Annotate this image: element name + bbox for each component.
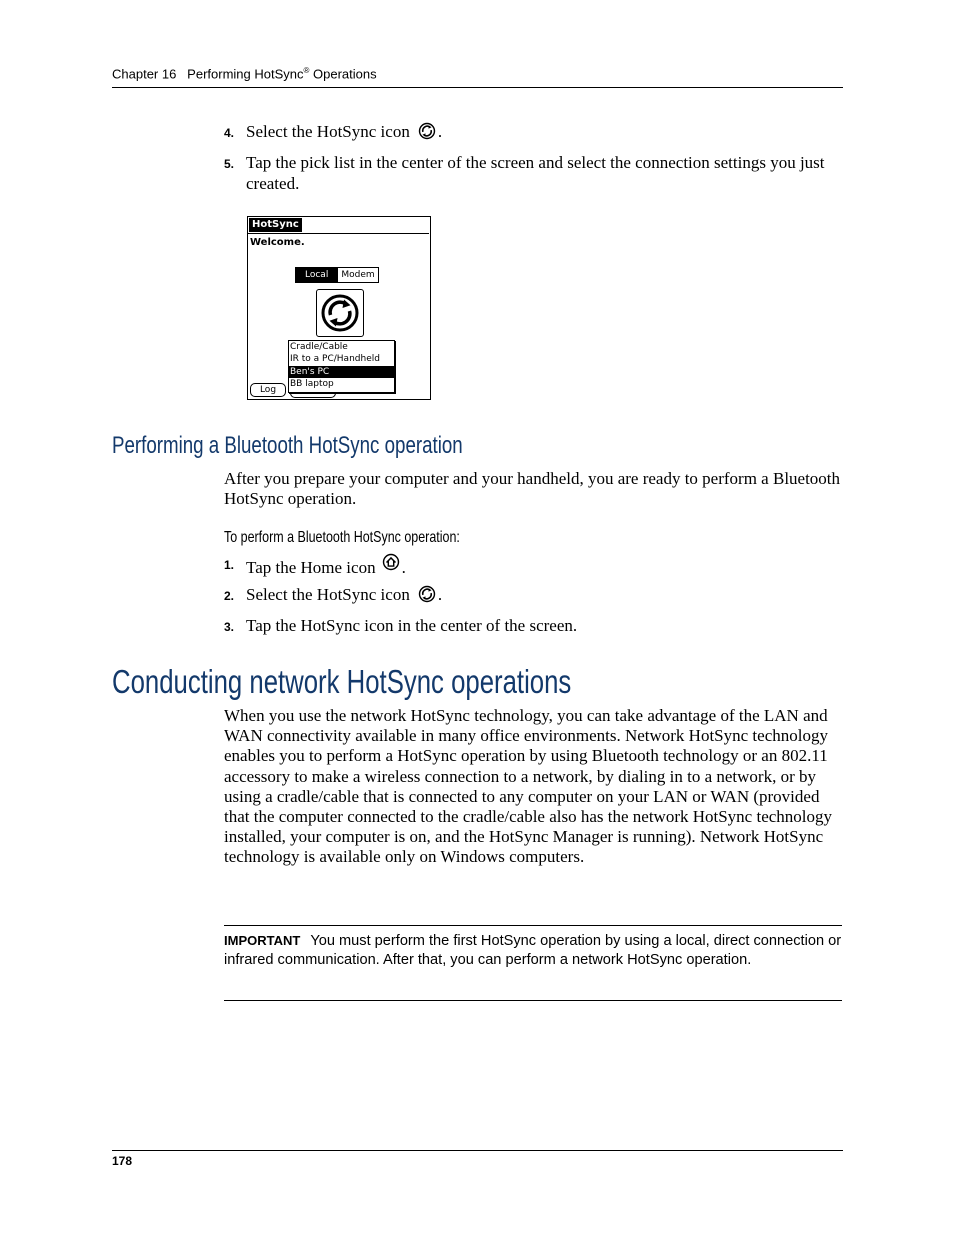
step-number: 1. bbox=[224, 558, 235, 572]
welcome-text: Welcome. bbox=[250, 237, 305, 248]
hidden-button-edge bbox=[290, 393, 336, 398]
important-label: IMPORTANT bbox=[224, 933, 301, 948]
list-item[interactable]: IR to a PC/Handheld bbox=[290, 354, 380, 365]
section-heading: Conducting network HotSync operations bbox=[112, 663, 572, 700]
connection-type-selector[interactable] bbox=[295, 267, 379, 283]
hotsync-screenshot bbox=[247, 216, 431, 400]
step-number: 4. bbox=[224, 126, 235, 140]
step-number: 2. bbox=[224, 589, 235, 603]
step-text-end: . bbox=[437, 122, 443, 141]
segment-modem[interactable]: Modem bbox=[337, 268, 377, 282]
note-rule-top bbox=[224, 925, 842, 926]
registered-mark: ® bbox=[303, 66, 310, 75]
hotsync-icon bbox=[317, 290, 363, 336]
screen-title: HotSync bbox=[249, 218, 302, 232]
step-number: 3. bbox=[224, 620, 235, 634]
paragraph: After you prepare your computer and your handheld, you are ready to perform a Bluetooth HotSync operation. bbox=[224, 469, 841, 508]
log-button[interactable]: Log bbox=[250, 383, 286, 397]
important-text: You must perform the first HotSync operation by using a local, direct connection or infrared communication. After that, you can perform a network HotSync operation. bbox=[224, 933, 842, 968]
segment-local[interactable]: Local bbox=[296, 268, 337, 282]
list-item[interactable]: Cradle/Cable bbox=[290, 342, 348, 352]
hotsync-button[interactable] bbox=[316, 289, 364, 337]
step-text-end: . bbox=[401, 558, 406, 577]
important-note bbox=[224, 932, 842, 969]
chapter-title: Performing HotSync bbox=[187, 66, 304, 82]
step-text: Select the HotSync icon bbox=[246, 122, 410, 141]
running-header bbox=[112, 66, 377, 81]
step-text-end: . bbox=[437, 585, 443, 604]
step-text: Tap the pick list in the center of the screen and select the connection settings you just created. bbox=[246, 153, 825, 193]
connection-pick-list[interactable] bbox=[288, 340, 395, 393]
hotsync-icon bbox=[418, 585, 436, 603]
step-text: Tap the Home icon bbox=[246, 558, 376, 577]
step-text: Tap the HotSync icon in the center of the screen. bbox=[246, 616, 578, 635]
header-rule bbox=[112, 87, 843, 88]
paragraph: When you use the network HotSync technology, you can take advantage of the LAN and WAN connectivity available in many office environments. Network HotSync technology enables you to perform a HotSync operation by using Bluetooth technology or an 802.11 accessory to make a wireless connection to a network, by dialing in to a network, or by using a cradle/cable that is connected to any computer on your LAN or WAN (provided that the computer connected to the cradle/cable also has the network HotSync technology installed, your computer is on, and the HotSync Manager is running). Network HotSync technology is available only on Windows computers. bbox=[224, 706, 833, 867]
procedure-heading: To perform a Bluetooth HotSync operation: bbox=[224, 529, 460, 546]
step-text: Select the HotSync icon bbox=[246, 585, 410, 604]
screen-title-bar bbox=[248, 217, 429, 234]
step-number: 5. bbox=[224, 157, 235, 171]
note-rule-bottom bbox=[224, 1000, 842, 1001]
home-icon bbox=[382, 553, 400, 571]
chapter-label: Chapter 16 bbox=[112, 66, 177, 82]
section-heading: Performing a Bluetooth HotSync operation bbox=[112, 432, 463, 459]
footer-rule bbox=[112, 1150, 843, 1151]
hotsync-icon bbox=[418, 122, 436, 140]
list-item-selected[interactable]: Ben's PC bbox=[289, 366, 394, 378]
list-item[interactable]: BB laptop bbox=[290, 378, 334, 389]
page-number: 178 bbox=[112, 1154, 133, 1168]
chapter-title-suffix: Operations bbox=[309, 66, 377, 82]
